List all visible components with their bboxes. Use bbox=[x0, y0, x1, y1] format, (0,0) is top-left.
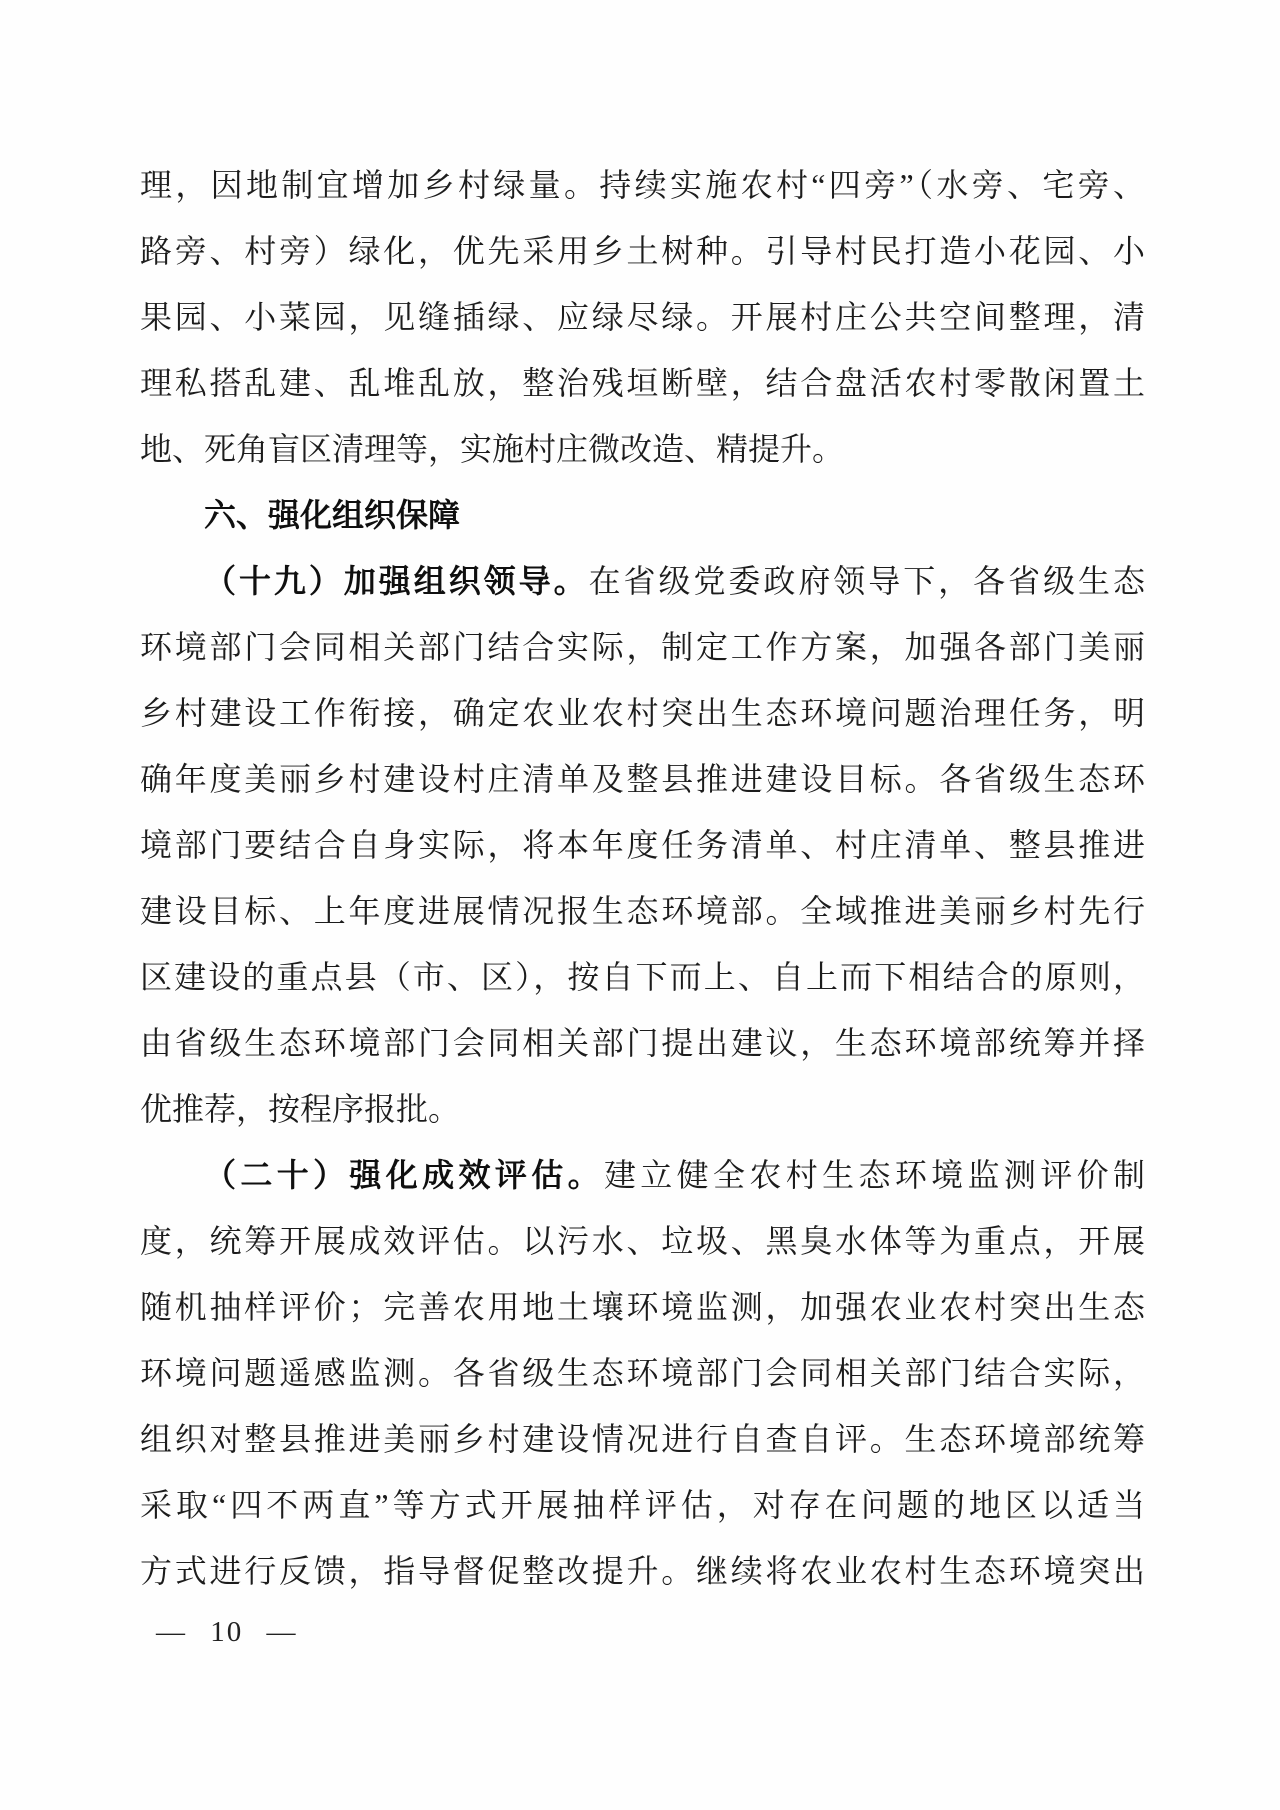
section-heading: 六、强化组织保障 bbox=[204, 497, 461, 533]
body-line: 组织对整县推进美丽乡村建设情况进行自查自评。生态环境部统筹 bbox=[140, 1421, 1145, 1457]
body-line: 区建设的重点县（市、区），按自下而上、自上而下相结合的原则， bbox=[140, 959, 1145, 995]
body-line: 理私搭乱建、乱堆乱放，整治残垣断壁，结合盘活农村零散闲置土 bbox=[140, 365, 1145, 401]
body-line: 确年度美丽乡村建设村庄清单及整县推进建设目标。各省级生态环 bbox=[140, 761, 1145, 797]
body-line: 优推荐，按程序报批。 bbox=[140, 1091, 461, 1127]
body-line: 环境问题遥感监测。各省级生态环境部门会同相关部门结合实际， bbox=[140, 1355, 1145, 1391]
document-body bbox=[140, 152, 1145, 1604]
body-line: 采取“四不两直”等方式开展抽样评估，对存在问题的地区以适当 bbox=[140, 1487, 1145, 1523]
page-footer bbox=[156, 1608, 298, 1656]
body-line: 方式进行反馈，指导督促整改提升。继续将农业农村生态环境突出 bbox=[140, 1553, 1145, 1589]
body-line: 地、死角盲区清理等，实施村庄微改造、精提升。 bbox=[140, 431, 845, 467]
body-line: 度，统筹开展成效评估。以污水、垃圾、黑臭水体等为重点，开展 bbox=[140, 1223, 1145, 1259]
paragraph-lead: （二十）强化成效评估。 bbox=[204, 1157, 604, 1193]
body-line: 路旁、村旁）绿化，优先采用乡土树种。引导村民打造小花园、小 bbox=[140, 233, 1145, 269]
body-line: 果园、小菜园，见缝插绿、应绿尽绿。开展村庄公共空间整理，清 bbox=[140, 299, 1145, 335]
body-line: 由省级生态环境部门会同相关部门提出建议，生态环境部统筹并择 bbox=[140, 1025, 1145, 1061]
body-line: 建设目标、上年度进展情况报生态环境部。全域推进美丽乡村先行 bbox=[140, 893, 1145, 929]
paragraph-lead: （十九）加强组织领导。 bbox=[204, 563, 589, 599]
body-line: 乡村建设工作衔接，确定农业农村突出生态环境问题治理任务，明 bbox=[140, 695, 1145, 731]
body-line: 理，因地制宜增加乡村绿量。持续实施农村“四旁”（水旁、宅旁、 bbox=[140, 167, 1145, 203]
body-line bbox=[140, 1142, 1145, 1208]
body-text: 在省级党委政府领导下，各省级生态 bbox=[588, 563, 1145, 599]
body-line bbox=[140, 548, 1145, 614]
body-line: 随机抽样评价；完善农用地土壤环境监测，加强农业农村突出生态 bbox=[140, 1289, 1145, 1325]
body-line: 境部门要结合自身实际，将本年度任务清单、村庄清单、整县推进 bbox=[140, 827, 1145, 863]
page-number: — 10 — bbox=[156, 1616, 298, 1648]
body-text: 建立健全农村生态环境监测评价制 bbox=[603, 1157, 1145, 1193]
body-line: 环境部门会同相关部门结合实际，制定工作方案，加强各部门美丽 bbox=[140, 629, 1145, 665]
